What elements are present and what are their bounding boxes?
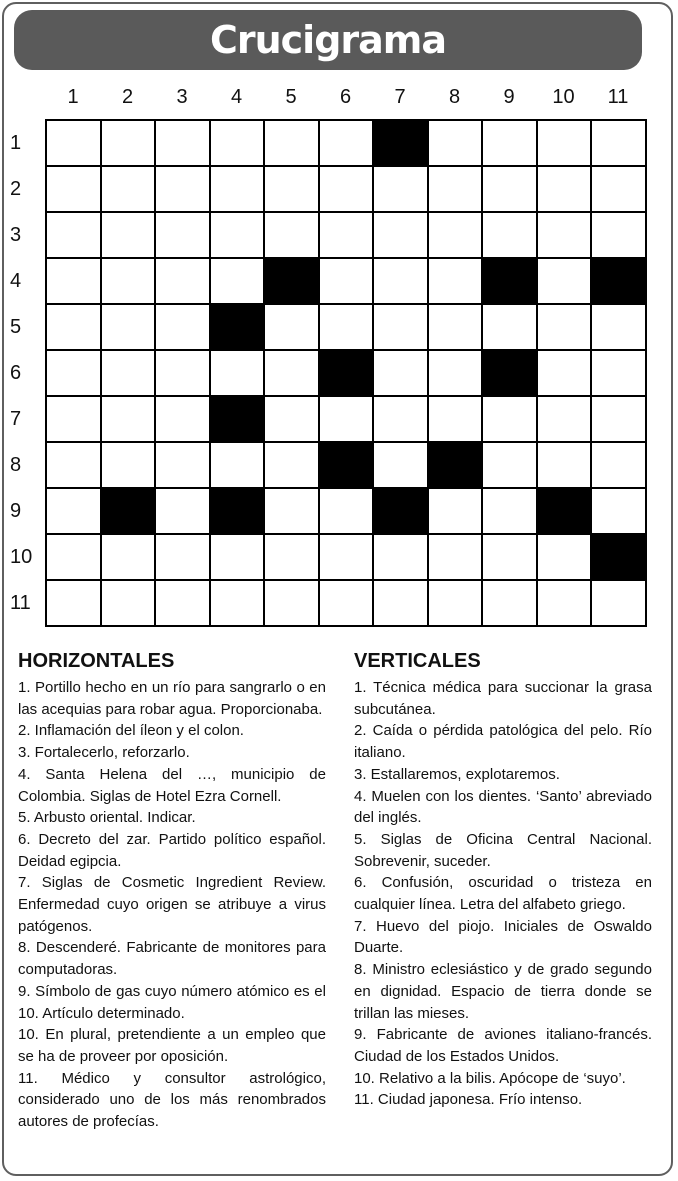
grid-line-vertical [100, 119, 102, 627]
grid-cell[interactable] [101, 120, 156, 166]
down-clues-section [354, 648, 652, 1111]
grid-line-horizontal [45, 119, 647, 121]
grid-cell[interactable] [210, 534, 265, 580]
grid-cell[interactable] [537, 534, 592, 580]
grid-line-horizontal [45, 533, 647, 535]
grid-cell[interactable] [482, 396, 537, 442]
grid-line-vertical [427, 119, 429, 627]
grid-cell[interactable] [482, 442, 537, 488]
down-clue: 11. Ciudad japonesa. Frío intenso. [354, 1091, 583, 1109]
grid-cell[interactable] [591, 350, 646, 396]
grid-cell[interactable] [46, 350, 101, 396]
down-clue: 5. Siglas de Oficina Central Nacional. Sobrevenir, suceder. [354, 830, 652, 870]
block-cell [373, 488, 428, 534]
grid-cell[interactable] [537, 212, 592, 258]
grid-cell[interactable] [46, 396, 101, 442]
page-title: Crucigrama [209, 18, 447, 62]
grid-line-vertical [318, 119, 320, 627]
grid-line-vertical [263, 119, 265, 627]
row-number: 10 [10, 546, 33, 568]
row-number: 4 [10, 270, 22, 292]
grid-cell[interactable] [537, 166, 592, 212]
grid-cell[interactable] [591, 212, 646, 258]
row-number: 6 [10, 362, 22, 384]
grid-cell[interactable] [373, 212, 428, 258]
down-clue: 2. Caída o pérdida patológica del pelo. Río italiano. [354, 722, 652, 762]
grid-cell[interactable] [591, 396, 646, 442]
grid-cell[interactable] [264, 396, 319, 442]
grid-cell[interactable] [46, 258, 101, 304]
grid-cell[interactable] [537, 442, 592, 488]
row-number: 5 [10, 316, 22, 338]
column-number: 8 [448, 86, 461, 108]
column-number: 3 [176, 86, 188, 108]
grid-cell[interactable] [101, 350, 156, 396]
block-cell [373, 120, 428, 166]
across-clue: 6. Decreto del zar. Partido político español. Deidad egipcia. [18, 830, 326, 870]
grid-cell[interactable] [46, 442, 101, 488]
block-cell [428, 442, 483, 488]
grid-cell[interactable] [319, 166, 374, 212]
grid-cell[interactable] [101, 166, 156, 212]
grid-cell[interactable] [264, 166, 319, 212]
grid-cell[interactable] [591, 120, 646, 166]
grid-cell[interactable] [373, 166, 428, 212]
grid-cell[interactable] [428, 212, 483, 258]
title-banner [14, 10, 642, 70]
grid-cell[interactable] [264, 442, 319, 488]
grid-cell[interactable] [101, 212, 156, 258]
grid-line-horizontal [45, 487, 647, 489]
grid-cell[interactable] [264, 350, 319, 396]
column-number: 6 [339, 86, 352, 108]
across-clue: 8. Descenderé. Fabricante de monitores para computadoras. [18, 939, 326, 979]
grid-cell[interactable] [155, 120, 210, 166]
grid-line-horizontal [45, 303, 647, 305]
across-clue: 2. Inflamación del íleon y el colon. [18, 722, 244, 740]
block-cell [591, 258, 646, 304]
grid-line-vertical [645, 119, 647, 627]
grid-cell[interactable] [155, 304, 210, 350]
grid-cell[interactable] [319, 534, 374, 580]
grid-cell[interactable] [373, 304, 428, 350]
across-clue: 3. Fortalecerlo, reforzarlo. [18, 744, 190, 762]
grid-cell[interactable] [46, 166, 101, 212]
grid-line-horizontal [45, 441, 647, 443]
grid-cell[interactable] [537, 580, 592, 626]
grid-cell[interactable] [482, 580, 537, 626]
grid-cell[interactable] [428, 258, 483, 304]
grid-cell[interactable] [319, 488, 374, 534]
across-clue: 11. Médico y consultor astrológico, considerado uno de los más renombrados autores de profecías. [18, 1069, 326, 1131]
across-clue: 5. Arbusto oriental. Indicar. [18, 809, 196, 827]
grid-cell[interactable] [591, 488, 646, 534]
grid-cell[interactable] [482, 120, 537, 166]
column-number: 4 [230, 86, 243, 108]
block-cell [210, 396, 265, 442]
down-clue: 1. Técnica médica para succionar la grasa subcutánea. [354, 679, 652, 718]
grid-cell[interactable] [210, 166, 265, 212]
grid-cell[interactable] [101, 580, 156, 626]
grid-cell[interactable] [319, 396, 374, 442]
across-heading: HORIZONTALES [18, 650, 175, 672]
grid-cell[interactable] [482, 534, 537, 580]
grid-cell[interactable] [210, 212, 265, 258]
grid-line-horizontal [45, 349, 647, 351]
grid-cell[interactable] [428, 534, 483, 580]
down-clue: 9. Fabricante de aviones italiano-francés. Ciudad de los Estados Unidos. [354, 1026, 652, 1065]
column-number: 11 [607, 86, 629, 108]
grid-cell[interactable] [155, 396, 210, 442]
block-cell [591, 534, 646, 580]
grid-cell[interactable] [373, 350, 428, 396]
grid-cell[interactable] [46, 212, 101, 258]
down-clue: 10. Relativo a la bilis. Apócope de ‘suyo’. [354, 1069, 626, 1087]
grid-cell[interactable] [210, 442, 265, 488]
grid-cell[interactable] [428, 120, 483, 166]
grid-cell[interactable] [264, 212, 319, 258]
row-number: 9 [10, 500, 22, 522]
grid-cell[interactable] [101, 396, 156, 442]
grid-cell[interactable] [373, 442, 428, 488]
grid-cell[interactable] [101, 442, 156, 488]
block-cell [319, 350, 374, 396]
grid-line-horizontal [45, 625, 647, 627]
across-clue: 7. Siglas de Cosmetic Ingredient Review. Enfermedad cuyo origen se atribuye a virus patógenos. [18, 874, 326, 935]
grid-line-vertical [154, 119, 156, 627]
grid-cell[interactable] [428, 166, 483, 212]
grid-cell[interactable] [319, 120, 374, 166]
grid-cell[interactable] [482, 304, 537, 350]
grid-line-vertical [536, 119, 538, 627]
grid-cell[interactable] [591, 580, 646, 626]
column-number: 7 [394, 86, 406, 108]
row-number: 1 [10, 132, 22, 154]
grid-cell[interactable] [101, 534, 156, 580]
grid-cell[interactable] [155, 442, 210, 488]
down-clue: 4. Muelen con los dientes. ‘Santo’ abreviado del inglés. [354, 787, 652, 827]
block-cell [482, 258, 537, 304]
crossword-grid [46, 120, 646, 626]
grid-cell[interactable] [482, 166, 537, 212]
grid-line-horizontal [45, 395, 647, 397]
row-number: 7 [10, 408, 22, 430]
grid-cell[interactable] [319, 258, 374, 304]
row-number: 2 [10, 178, 22, 200]
column-number: 1 [67, 86, 79, 108]
grid-cell[interactable] [155, 488, 210, 534]
grid-cell[interactable] [482, 488, 537, 534]
grid-line-horizontal [45, 165, 647, 167]
grid-cell[interactable] [537, 350, 592, 396]
grid-cell[interactable] [46, 120, 101, 166]
grid-cell[interactable] [46, 534, 101, 580]
grid-cell[interactable] [155, 258, 210, 304]
grid-cell[interactable] [428, 488, 483, 534]
grid-cell[interactable] [537, 258, 592, 304]
row-number: 3 [10, 224, 22, 246]
down-clue: 8. Ministro eclesiástico y de grado segundo en dignidad. Espacio de tierra donde se trillan las mieses. [354, 961, 652, 1022]
down-clue: 7. Huevo del piojo. Iniciales de Oswaldo Duarte. [354, 917, 652, 957]
block-cell [482, 350, 537, 396]
block-cell [319, 442, 374, 488]
grid-cell[interactable] [373, 534, 428, 580]
grid-cell[interactable] [428, 396, 483, 442]
grid-cell[interactable] [537, 396, 592, 442]
grid-cell[interactable] [155, 534, 210, 580]
grid-line-vertical [209, 119, 211, 627]
grid-cell[interactable] [210, 350, 265, 396]
grid-cell[interactable] [591, 304, 646, 350]
across-clue: 1. Portillo hecho en un río para sangrarlo o en las acequias para robar agua. Proporcionaba. [18, 679, 326, 718]
row-numbers [0, 120, 44, 626]
across-clue: 9. Símbolo de gas cuyo número atómico es el 10. Artículo determinado. [18, 982, 326, 1022]
grid-cell[interactable] [373, 258, 428, 304]
grid-cell[interactable] [319, 580, 374, 626]
grid-cell[interactable] [46, 488, 101, 534]
grid-cell[interactable] [319, 212, 374, 258]
grid-cell[interactable] [210, 258, 265, 304]
grid-cell[interactable] [537, 120, 592, 166]
grid-cell[interactable] [264, 534, 319, 580]
grid-cell[interactable] [373, 580, 428, 626]
grid-cell[interactable] [537, 304, 592, 350]
grid-cell[interactable] [264, 304, 319, 350]
across-clue-list [18, 677, 326, 1133]
block-cell [537, 488, 592, 534]
down-clue: 6. Confusión, oscuridad o tristeza en cualquier línea. Letra del alfabeto griego. [354, 874, 652, 914]
grid-line-horizontal [45, 211, 647, 213]
grid-cell[interactable] [155, 580, 210, 626]
block-cell [264, 258, 319, 304]
grid-line-vertical [590, 119, 592, 627]
grid-cell[interactable] [591, 166, 646, 212]
grid-cell[interactable] [264, 580, 319, 626]
grid-line-horizontal [45, 257, 647, 259]
row-number: 8 [10, 454, 22, 476]
grid-cell[interactable] [319, 304, 374, 350]
grid-cell[interactable] [101, 258, 156, 304]
column-number: 10 [552, 86, 575, 108]
down-clue: 3. Estallaremos, explotaremos. [354, 765, 560, 783]
grid-cell[interactable] [482, 212, 537, 258]
grid-line-vertical [481, 119, 483, 627]
grid-cell[interactable] [264, 120, 319, 166]
across-clues-section [18, 648, 326, 1133]
grid-cell[interactable] [428, 304, 483, 350]
grid-cell[interactable] [46, 580, 101, 626]
down-clue-list [354, 677, 652, 1111]
grid-cell[interactable] [155, 212, 210, 258]
grid-cell[interactable] [591, 442, 646, 488]
grid-cell[interactable] [264, 488, 319, 534]
grid-cell[interactable] [210, 120, 265, 166]
grid-line-vertical [45, 119, 47, 627]
across-clue: 10. En plural, pretendiente a un empleo que se ha de proveer por oposición. [18, 1026, 326, 1065]
grid-cell[interactable] [101, 304, 156, 350]
across-clue: 4. Santa Helena del …, municipio de Colombia. Siglas de Hotel Ezra Cornell. [18, 765, 326, 805]
down-heading: VERTICALES [354, 650, 481, 672]
row-number: 11 [10, 592, 31, 614]
column-number: 9 [503, 86, 515, 108]
column-number: 5 [285, 86, 297, 108]
grid-cell[interactable] [210, 580, 265, 626]
grid-line-vertical [372, 119, 374, 627]
column-number: 2 [121, 86, 134, 108]
grid-cell[interactable] [155, 166, 210, 212]
block-cell [101, 488, 156, 534]
grid-cell[interactable] [373, 396, 428, 442]
grid-cell[interactable] [155, 350, 210, 396]
column-numbers [46, 86, 646, 112]
grid-line-horizontal [45, 579, 647, 581]
block-cell [210, 304, 265, 350]
grid-cell[interactable] [46, 304, 101, 350]
grid-cell[interactable] [428, 580, 483, 626]
block-cell [210, 488, 265, 534]
grid-cell[interactable] [428, 350, 483, 396]
